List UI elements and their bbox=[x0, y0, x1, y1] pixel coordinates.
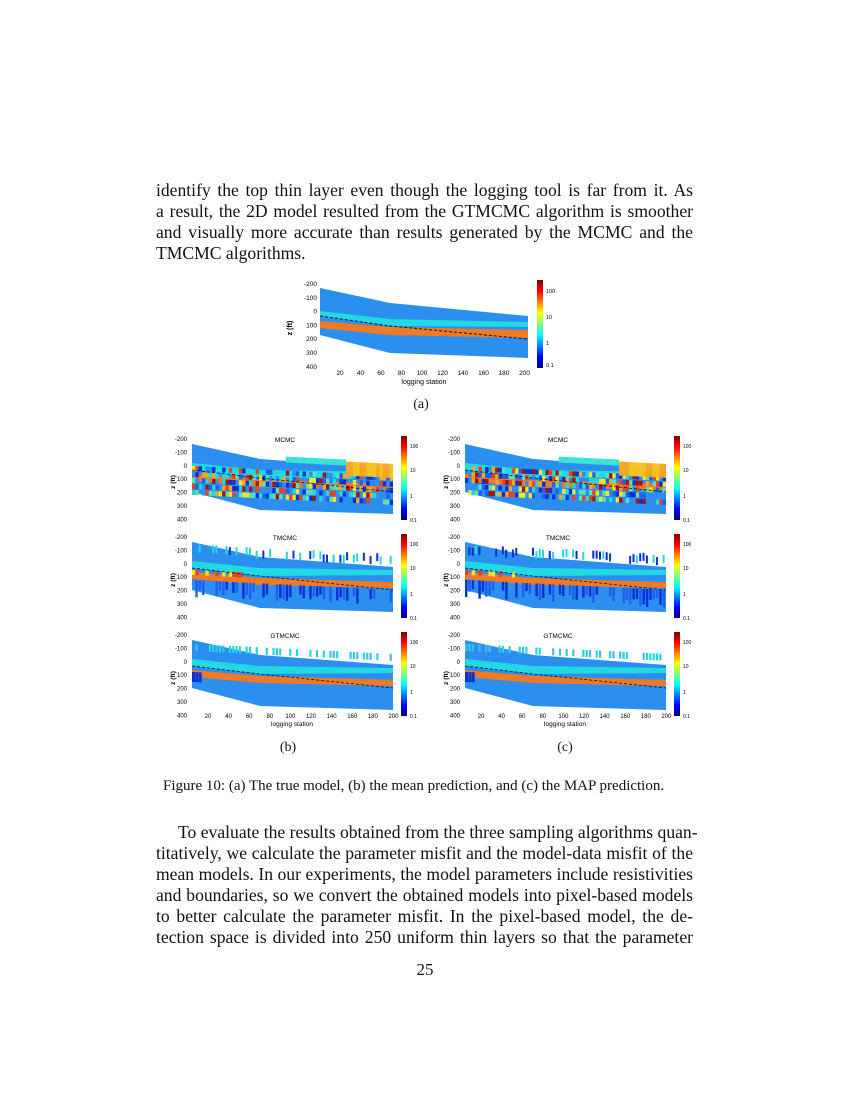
x-tick-label: 60 bbox=[245, 714, 253, 720]
y-tick-label: 0 bbox=[456, 561, 460, 568]
y-tick-label: 200 bbox=[449, 490, 460, 497]
subfigure-label-c: (c) bbox=[557, 740, 573, 755]
colorbar-tick-label: 100 bbox=[683, 444, 692, 450]
y-tick-label: 200 bbox=[176, 490, 187, 497]
x-tick-label: 200 bbox=[388, 714, 399, 720]
colorbar-tick-label: 0.1 bbox=[546, 363, 554, 369]
x-tick-label: 20 bbox=[477, 714, 485, 720]
colorbar bbox=[401, 632, 419, 720]
y-tick-label: 300 bbox=[306, 350, 317, 357]
colorbar-gradient bbox=[401, 632, 407, 716]
heatmap-area bbox=[320, 288, 528, 358]
subplot-title: TMCMC bbox=[545, 535, 571, 542]
colorbar-tick-label: 1 bbox=[410, 494, 413, 500]
heatmap-area bbox=[192, 444, 393, 514]
x-tick-label: 100 bbox=[285, 714, 296, 720]
x-tick-label: 180 bbox=[640, 714, 651, 720]
y-tick-label: 400 bbox=[449, 713, 460, 720]
colorbar-tick-label: 1 bbox=[683, 690, 686, 696]
colorbar-tick-label: 0.1 bbox=[410, 616, 417, 622]
y-tick-label: 300 bbox=[449, 504, 460, 510]
y-tick-label: -200 bbox=[303, 281, 317, 288]
subplot-gtmcmc bbox=[170, 632, 419, 728]
heatmap-area bbox=[192, 640, 393, 710]
y-tick-label: -100 bbox=[174, 646, 187, 653]
x-tick-label: 60 bbox=[518, 714, 526, 720]
text-line: tection space is divided into 250 uniform thin layers so that the parameter bbox=[156, 927, 693, 947]
subplot-gtmcmc bbox=[443, 632, 692, 728]
y-tick-label: -200 bbox=[447, 437, 460, 443]
text-line: and boundaries, so we convert the obtained models into pixel-based models bbox=[156, 885, 693, 905]
colorbar-tick-label: 10 bbox=[410, 566, 416, 572]
y-axis-label: z (ft) bbox=[443, 475, 450, 489]
y-tick-label: 100 bbox=[449, 575, 460, 582]
y-axis-label: z (ft) bbox=[170, 475, 177, 489]
y-tick-label: 0 bbox=[183, 659, 187, 666]
y-tick-label: 300 bbox=[449, 700, 460, 706]
text-line: mean models. In our experiments, the model parameters include resistivities bbox=[156, 864, 693, 884]
subplot-title: MCMC bbox=[547, 437, 569, 444]
text-line: to better calculate the parameter misfit. In the pixel-based model, the de- bbox=[156, 906, 693, 926]
x-tick-label: 100 bbox=[416, 370, 428, 377]
y-tick-label: 400 bbox=[176, 615, 187, 622]
y-tick-label: 100 bbox=[449, 673, 460, 680]
colorbar bbox=[401, 534, 419, 622]
heatmap-area bbox=[465, 444, 666, 514]
y-tick-label: -100 bbox=[447, 548, 460, 555]
colorbar-tick-label: 100 bbox=[683, 640, 692, 646]
colorbar-tick-label: 0.1 bbox=[410, 714, 417, 720]
y-tick-label: 100 bbox=[306, 322, 317, 330]
x-tick-label: 120 bbox=[437, 370, 448, 377]
colorbar bbox=[674, 534, 692, 622]
x-tick-label: 120 bbox=[578, 714, 590, 720]
figure-caption: Figure 10: (a) The true model, (b) the mean prediction, and (c) the MAP prediction. bbox=[163, 778, 665, 794]
y-tick-label: 200 bbox=[449, 686, 460, 693]
colorbar-tick-label: 10 bbox=[410, 664, 416, 670]
y-tick-label: -100 bbox=[447, 450, 460, 457]
x-tick-label: 140 bbox=[326, 714, 337, 720]
y-tick-label: 300 bbox=[176, 504, 187, 510]
y-tick-label: 100 bbox=[176, 575, 187, 582]
y-tick-label: -200 bbox=[447, 535, 460, 541]
text-line: identify the top thin layer even though the logging tool is far from it. As bbox=[156, 180, 693, 200]
colorbar-tick-label: 100 bbox=[546, 289, 556, 295]
x-tick-label: 100 bbox=[558, 714, 569, 720]
y-tick-label: 300 bbox=[176, 700, 187, 706]
colorbar-gradient bbox=[401, 534, 407, 618]
axis-x-ticks bbox=[478, 714, 672, 720]
y-tick-label: 0 bbox=[183, 561, 187, 568]
colorbar-tick-label: 100 bbox=[410, 640, 419, 646]
y-tick-label: 0 bbox=[313, 308, 317, 316]
subplot-mcmc bbox=[170, 436, 419, 524]
colorbar-tick-label: 100 bbox=[683, 542, 692, 548]
y-axis-label: z (ft) bbox=[287, 320, 294, 336]
figure-panel-true-model bbox=[270, 275, 570, 390]
axis-y-ticks bbox=[304, 281, 317, 371]
text-line: To evaluate the results obtained from the three sampling algorithms quan- bbox=[178, 822, 698, 842]
y-tick-label: 200 bbox=[176, 588, 187, 595]
colorbar-tick-label: 10 bbox=[683, 566, 689, 572]
y-tick-label: 200 bbox=[306, 336, 317, 344]
subplot-title: TMCMC bbox=[272, 535, 298, 542]
y-tick-label: 200 bbox=[449, 588, 460, 595]
y-tick-label: 100 bbox=[176, 477, 187, 484]
y-tick-label: -200 bbox=[174, 633, 187, 639]
text-line: a result, the 2D model resulted from the GTMCMC algorithm is smoother bbox=[156, 201, 693, 221]
x-tick-label: 140 bbox=[457, 370, 469, 377]
y-tick-label: 0 bbox=[183, 463, 187, 470]
colorbar-tick-label: 10 bbox=[683, 664, 689, 670]
colorbar-tick-label: 100 bbox=[410, 444, 419, 450]
colorbar-gradient bbox=[674, 534, 680, 618]
y-tick-label: 400 bbox=[449, 615, 460, 622]
y-tick-label: 300 bbox=[449, 602, 460, 608]
colorbar bbox=[674, 632, 692, 720]
colorbar-tick-label: 10 bbox=[410, 468, 416, 474]
text-line: and visually more accurate than results generated by the MCMC and the bbox=[156, 222, 693, 242]
x-tick-label: 80 bbox=[397, 370, 406, 377]
x-tick-label: 120 bbox=[305, 714, 317, 720]
x-axis-label: logging station bbox=[271, 721, 313, 728]
y-tick-label: 400 bbox=[176, 713, 187, 720]
subplot-title: GTMCMC bbox=[270, 633, 300, 640]
y-tick-label: 400 bbox=[176, 517, 187, 524]
x-tick-label: 40 bbox=[356, 370, 365, 377]
y-tick-label: 400 bbox=[306, 363, 317, 371]
paragraph-top bbox=[156, 180, 693, 264]
subplot-mcmc bbox=[443, 436, 692, 524]
paragraph-bottom bbox=[156, 822, 698, 948]
x-tick-label: 140 bbox=[599, 714, 610, 720]
colorbar-tick-label: 1 bbox=[683, 592, 686, 598]
subfigure-label-a: (a) bbox=[413, 397, 429, 412]
subplot-tmcmc bbox=[170, 534, 419, 622]
y-tick-label: 0 bbox=[456, 659, 460, 666]
y-tick-label: -200 bbox=[174, 535, 187, 541]
x-tick-label: 160 bbox=[347, 714, 358, 720]
figure-panel-map-prediction bbox=[438, 430, 693, 735]
colorbar-tick-label: 0.1 bbox=[683, 518, 690, 524]
x-axis-label: logging station bbox=[544, 721, 586, 728]
y-tick-label: -100 bbox=[174, 450, 187, 457]
y-tick-label: 200 bbox=[176, 686, 187, 693]
x-tick-label: 180 bbox=[367, 714, 378, 720]
x-tick-label: 20 bbox=[204, 714, 212, 720]
text-line: titatively, we calculate the parameter misfit and the model-data misfit of the bbox=[156, 843, 693, 863]
heatmap-area bbox=[465, 640, 666, 710]
subplot-tmcmc bbox=[443, 534, 692, 622]
y-tick-label: 100 bbox=[176, 673, 187, 680]
page-number: 25 bbox=[416, 960, 434, 979]
colorbar-gradient bbox=[401, 436, 407, 520]
y-tick-label: -100 bbox=[174, 548, 187, 555]
y-tick-label: -200 bbox=[447, 633, 460, 639]
text-line: TMCMC algorithms. bbox=[156, 243, 306, 263]
axis-x-ticks bbox=[205, 714, 399, 720]
y-axis-label: z (ft) bbox=[170, 671, 177, 685]
x-tick-label: 80 bbox=[539, 714, 547, 720]
y-tick-label: -100 bbox=[303, 294, 317, 302]
colorbar bbox=[674, 436, 692, 524]
colorbar-tick-label: 1 bbox=[410, 592, 413, 598]
y-tick-label: -100 bbox=[447, 646, 460, 653]
colorbar bbox=[537, 280, 555, 369]
figure-panel-mean-prediction bbox=[165, 430, 420, 735]
y-tick-label: -200 bbox=[174, 437, 187, 443]
x-tick-label: 180 bbox=[498, 370, 510, 377]
x-tick-label: 40 bbox=[225, 714, 232, 720]
heatmap-area bbox=[192, 542, 393, 612]
subplot-title: GTMCMC bbox=[543, 633, 573, 640]
colorbar-tick-label: 0.1 bbox=[410, 518, 417, 524]
y-axis-label: z (ft) bbox=[443, 671, 450, 685]
colorbar-tick-label: 1 bbox=[683, 494, 686, 500]
x-tick-label: 40 bbox=[498, 714, 505, 720]
x-axis-label: logging station bbox=[401, 379, 447, 386]
y-axis-label: z (ft) bbox=[170, 573, 177, 587]
x-tick-label: 160 bbox=[478, 370, 489, 377]
colorbar-tick-label: 10 bbox=[683, 468, 689, 474]
x-tick-label: 200 bbox=[519, 370, 530, 377]
heatmap-area bbox=[465, 542, 666, 612]
x-tick-label: 200 bbox=[661, 714, 672, 720]
colorbar-tick-label: 0.1 bbox=[683, 616, 690, 622]
colorbar-tick-label: 1 bbox=[546, 341, 550, 347]
y-tick-label: 100 bbox=[449, 477, 460, 484]
x-tick-label: 20 bbox=[336, 370, 344, 377]
subplot-title: MCMC bbox=[274, 437, 296, 444]
x-tick-label: 160 bbox=[620, 714, 631, 720]
colorbar-gradient bbox=[674, 436, 680, 520]
colorbar-tick-label: 100 bbox=[410, 542, 419, 548]
subfigure-label-b: (b) bbox=[279, 740, 297, 755]
colorbar-tick-label: 1 bbox=[410, 690, 413, 696]
x-tick-label: 60 bbox=[377, 370, 385, 377]
colorbar-tick-label: 0.1 bbox=[683, 714, 690, 720]
axis-x-ticks bbox=[336, 370, 530, 377]
x-tick-label: 80 bbox=[266, 714, 274, 720]
colorbar-gradient bbox=[537, 280, 543, 368]
colorbar-gradient bbox=[674, 632, 680, 716]
y-tick-label: 400 bbox=[449, 517, 460, 524]
colorbar bbox=[401, 436, 419, 524]
y-tick-label: 300 bbox=[176, 602, 187, 608]
y-tick-label: 0 bbox=[456, 463, 460, 470]
y-axis-label: z (ft) bbox=[443, 573, 450, 587]
colorbar-tick-label: 10 bbox=[546, 315, 553, 321]
